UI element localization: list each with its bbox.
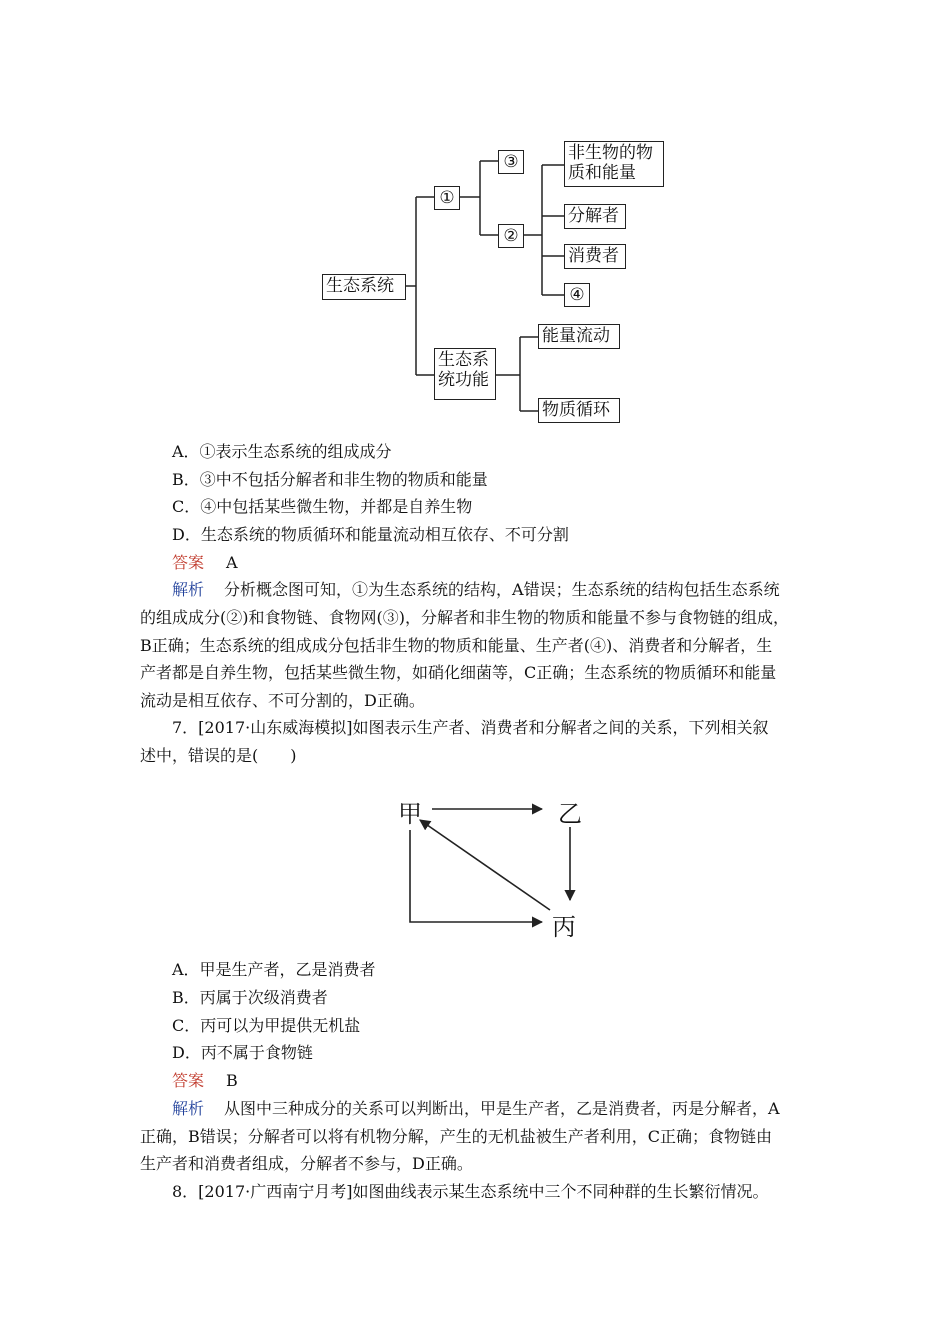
q8-stem-line-1: 8．[2017·广西南宁月考]如图曲线表示某生态系统中三个不同种群的生长繁衍情况。 bbox=[172, 1182, 769, 1201]
q6-analysis-label: 解析 bbox=[172, 580, 205, 599]
q6-option-d: D．生态系统的物质循环和能量流动相互依存、不可分割 bbox=[172, 525, 569, 544]
q7-analysis-line-3: 生产者和消费者组成，分解者不参与，D正确。 bbox=[140, 1154, 473, 1173]
q7-stem-line-1: 7．[2017·山东威海模拟]如图表示生产者、消费者和分解者之间的关系，下列相关叙 bbox=[172, 718, 769, 737]
function-box bbox=[434, 348, 496, 400]
concept-map bbox=[300, 125, 680, 430]
function-line2: 统功能 bbox=[438, 370, 489, 390]
q7-answer-label: 答案 bbox=[172, 1071, 205, 1090]
node2-box: ② bbox=[498, 224, 524, 248]
root-box: 生态系统 bbox=[322, 274, 406, 300]
q6-analysis-row1 bbox=[172, 580, 780, 600]
node4-box: ④ bbox=[564, 283, 590, 307]
q6-analysis-line-3: B正确；生态系统的组成成分包括非生物的物质和能量、生产者(④)、消费者和分解者，生 bbox=[140, 636, 773, 655]
q7-option-a: A．甲是生产者，乙是消费者 bbox=[172, 960, 376, 979]
relation-diagram bbox=[380, 782, 610, 950]
material-cycle-box: 物质循环 bbox=[538, 398, 620, 423]
abiotic-line2: 质和能量 bbox=[568, 163, 636, 183]
q6-analysis-line-5: 流动是相互依存、不可分割的，D正确。 bbox=[140, 691, 425, 710]
energy-flow-box: 能量流动 bbox=[538, 324, 620, 349]
q7-analysis-line-1: 从图中三种成分的关系可以判断出，甲是生产者，乙是消费者，丙是分解者，A bbox=[224, 1099, 780, 1118]
q6-answer-row bbox=[172, 553, 238, 573]
q6-analysis-line-2: 的组成成分(②)和食物链、食物网(③)，分解者和非生物的物质和能量不参与食物链的组成， bbox=[140, 608, 789, 627]
q7-option-d: D．丙不属于食物链 bbox=[172, 1043, 313, 1062]
q7-analysis-line-2: 正确，B错误；分解者可以将有机物分解，产生的无机盐被生产者利用，C正确；食物链由 bbox=[140, 1127, 773, 1146]
decomposer-box: 分解者 bbox=[564, 204, 626, 229]
abiotic-box bbox=[564, 141, 664, 187]
q6-answer-value: A bbox=[226, 553, 238, 572]
q7-answer-row bbox=[172, 1071, 238, 1091]
q7-answer-value: B bbox=[226, 1071, 238, 1090]
q6-option-c: C．④中包括某些微生物，并都是自养生物 bbox=[172, 497, 473, 516]
node3-box: ③ bbox=[498, 150, 524, 174]
q7-analysis-label: 解析 bbox=[172, 1099, 205, 1118]
q6-option-b: B．③中不包括分解者和非生物的物质和能量 bbox=[172, 470, 488, 489]
function-line1: 生态系 bbox=[438, 350, 489, 370]
label-jia: 甲 bbox=[398, 800, 422, 828]
node1-box: ① bbox=[434, 186, 460, 210]
label-yi: 乙 bbox=[558, 800, 582, 828]
q6-answer-label: 答案 bbox=[172, 553, 205, 572]
consumer-box: 消费者 bbox=[564, 244, 626, 269]
q7-analysis-row1 bbox=[172, 1099, 780, 1119]
q6-analysis-line-1: 分析概念图可知，①为生态系统的结构，A错误；生态系统的结构包括生态系统 bbox=[224, 580, 780, 599]
q7-option-c: C．丙可以为甲提供无机盐 bbox=[172, 1016, 361, 1035]
q6-analysis-line-4: 产者都是自养生物，包括某些微生物，如硝化细菌等，C正确；生态系统的物质循环和能量 bbox=[140, 663, 777, 682]
q7-option-b: B．丙属于次级消费者 bbox=[172, 988, 328, 1007]
q6-option-a: A．①表示生态系统的组成成分 bbox=[172, 442, 392, 461]
label-bing: 丙 bbox=[552, 913, 576, 941]
q7-stem-line-2: 述中，错误的是( ) bbox=[140, 746, 297, 765]
abiotic-line1: 非生物的物 bbox=[568, 143, 653, 163]
